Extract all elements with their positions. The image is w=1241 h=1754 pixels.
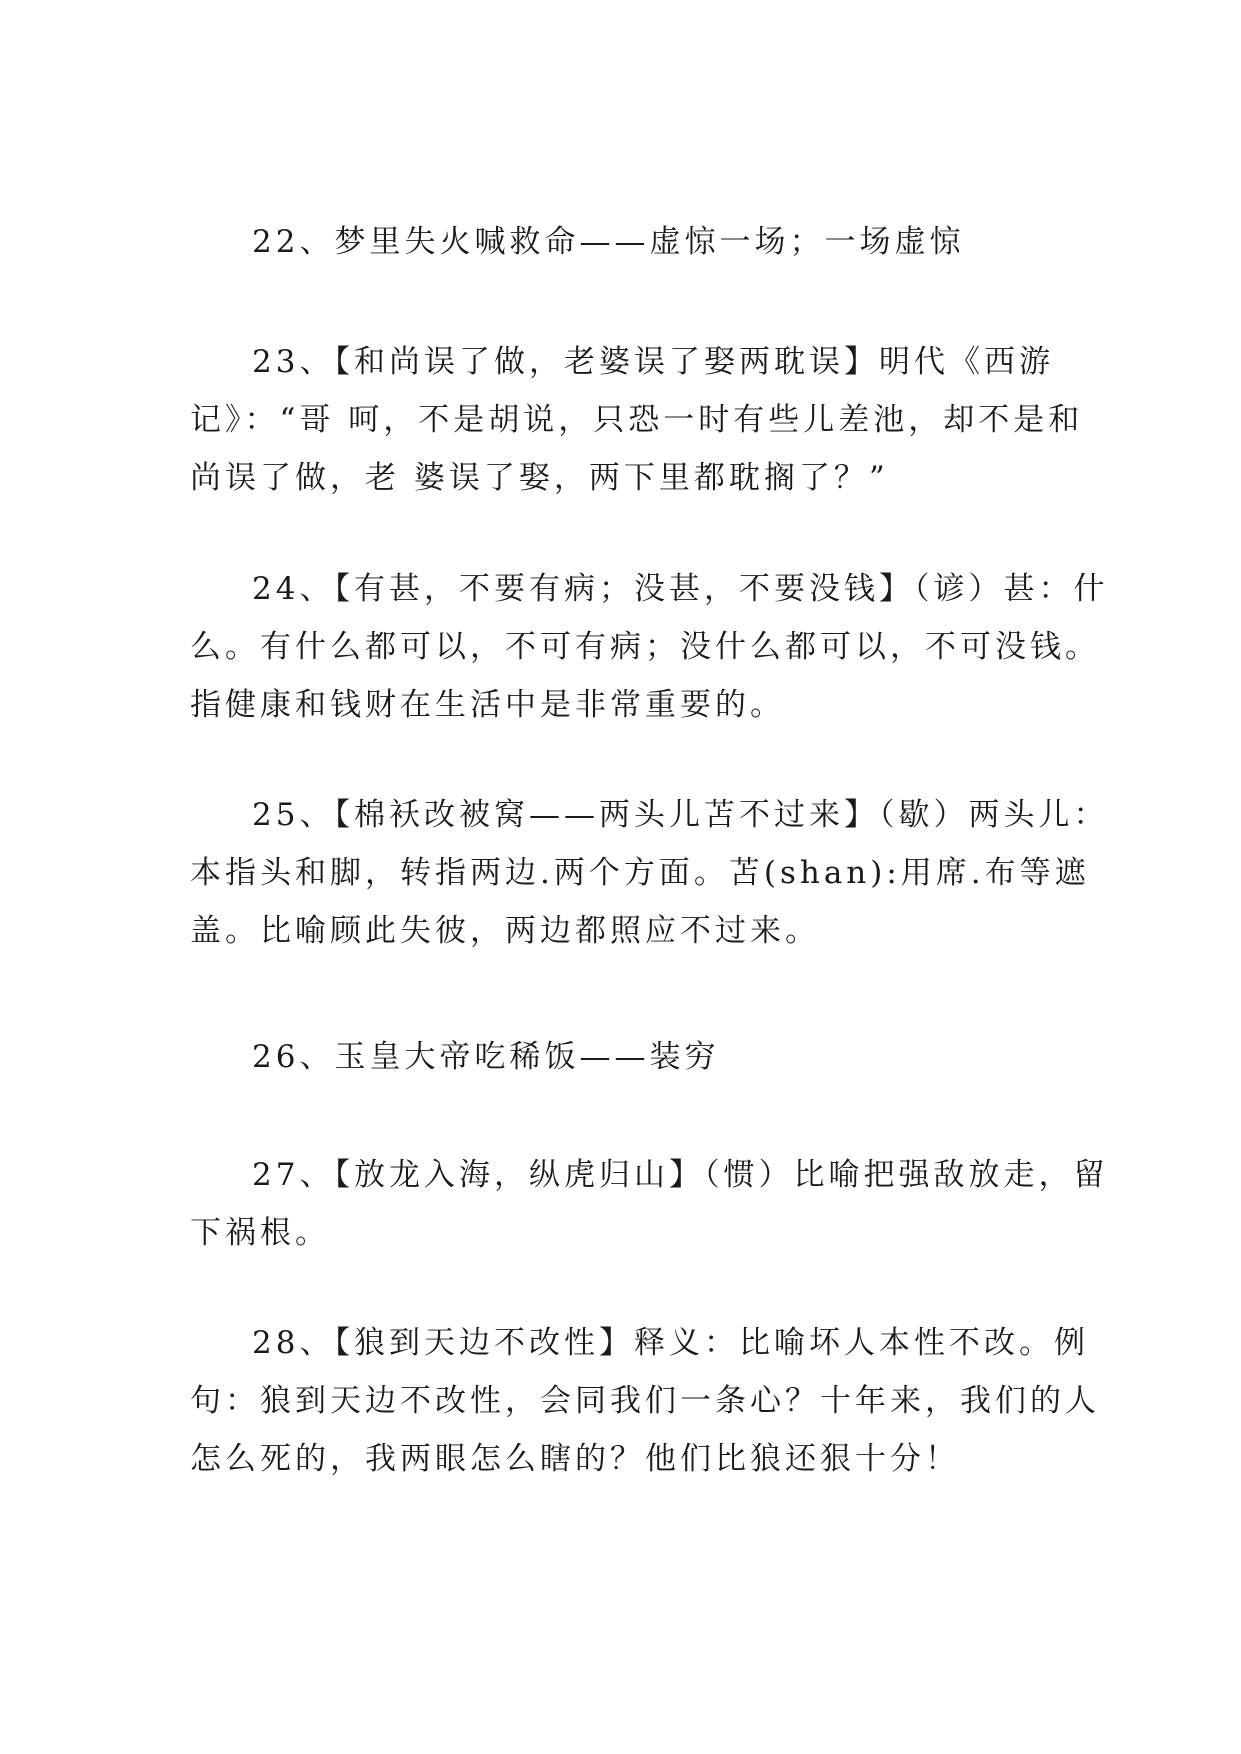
entry-25-line-3: 盖。比喻顾此失彼，两边都照应不过来。 bbox=[190, 913, 820, 949]
entry-28-line-2: 句：狼到天边不改性，会同我们一条心？十年来，我们的人 bbox=[190, 1383, 1100, 1419]
entry-28-line-3: 怎么死的，我两眼怎么瞎的？他们比狼还狠十分！ bbox=[190, 1441, 960, 1477]
entry-27-line-2: 下祸根。 bbox=[190, 1215, 330, 1251]
entry-25 bbox=[190, 786, 1109, 960]
entry-23 bbox=[190, 333, 1084, 507]
entry-28 bbox=[190, 1314, 1100, 1488]
entry-27 bbox=[190, 1146, 1109, 1262]
entry-23-line-2: 记》：“哥 呵，不是胡说，只恐一时有些儿差池，却不是和 bbox=[190, 402, 1084, 438]
entry-24 bbox=[190, 560, 1109, 734]
entry-24-line-2: 么。有什么都可以，不可有病；没什么都可以，不可没钱。 bbox=[190, 629, 1100, 665]
entry-24-line-1: 24、【有甚，不要有病；没甚，不要没钱】（谚）甚：什 bbox=[252, 571, 1109, 607]
entry-25-line-2: 本指头和脚，转指两边.两个方面。苫(shan):用席.布等遮 bbox=[190, 855, 1090, 891]
entry-28-line-1: 28、【狼到天边不改性】释义：比喻坏人本性不改。例 bbox=[252, 1325, 1089, 1361]
entry-26 bbox=[190, 1028, 1070, 1086]
entry-22-line-1: 22、梦里失火喊救命——虚惊一场；一场虚惊 bbox=[252, 224, 965, 260]
entry-27-line-1: 27、【放龙入海，纵虎归山】（惯）比喻把强敌放走，留 bbox=[252, 1157, 1109, 1193]
entry-22 bbox=[190, 213, 1070, 271]
entry-25-line-1: 25、【棉袄改被窝——两头儿苫不过来】（歇）两头儿： bbox=[252, 797, 1109, 833]
entry-24-line-3: 指健康和钱财在生活中是非常重要的。 bbox=[190, 687, 785, 723]
entry-23-line-1: 23、【和尚误了做，老婆误了娶两耽误】明代《西游 bbox=[252, 344, 1054, 380]
entry-23-line-3: 尚误了做，老 婆误了娶，两下里都耽搁了？” bbox=[190, 460, 889, 496]
entry-26-line-1: 26、玉皇大帝吃稀饭——装穷 bbox=[252, 1039, 720, 1075]
